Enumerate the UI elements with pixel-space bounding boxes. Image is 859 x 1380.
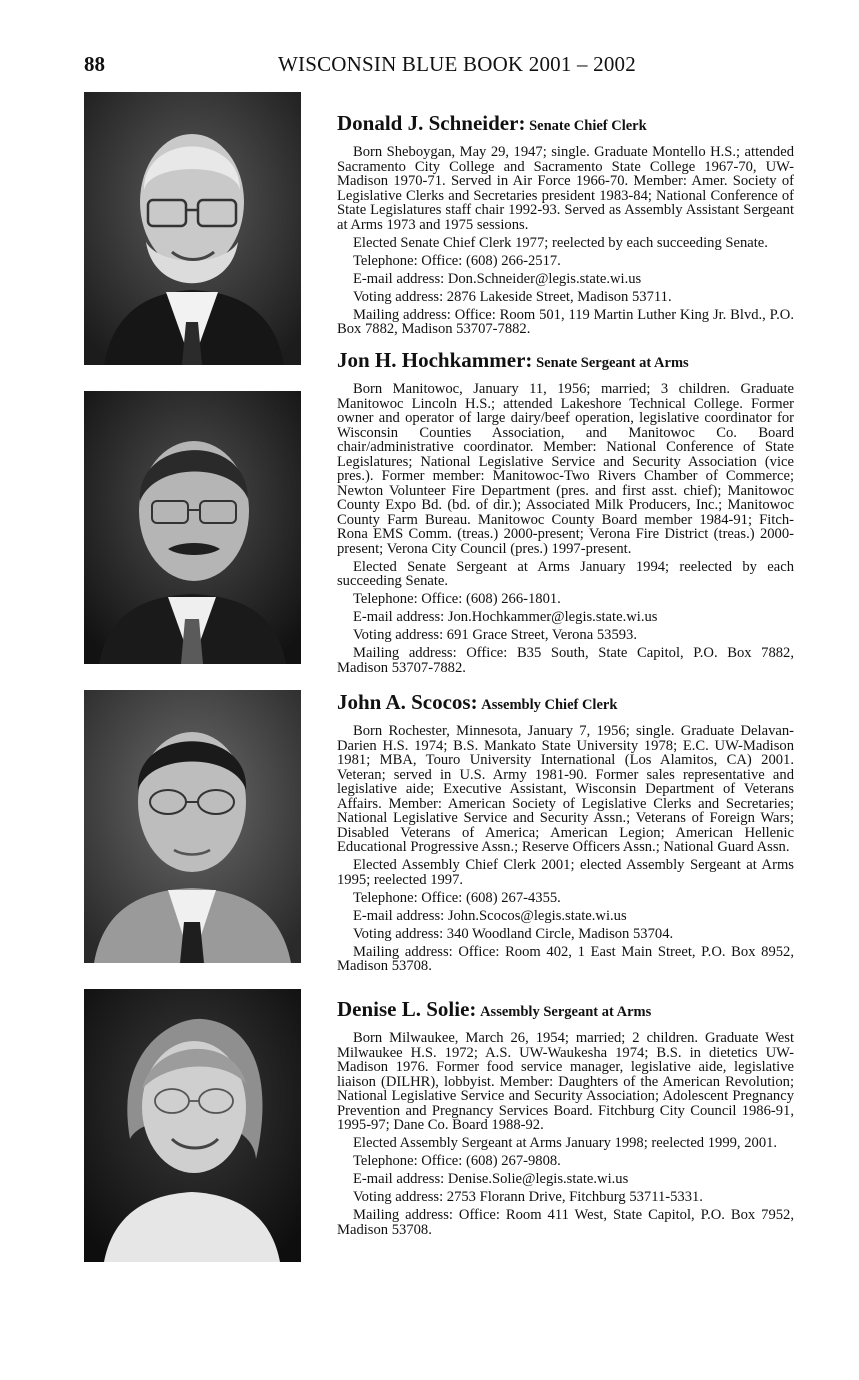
person-name: Denise L. Solie: bbox=[337, 997, 477, 1021]
voting-address-text: Voting address: 691 Grace Street, Verona 53593. bbox=[353, 627, 637, 643]
biography-text: Born Manitowoc, January 11, 1956; married; 3 children. Graduate Manitowoc Lincoln H.S.; attended Lakeshore Technical College. Former owner and operator of large dairy/beef operation, legislative coordinator for Wisconsin Counties Association, and Manitowoc Co. Board chair/administrative coordinator. Member: National Conference of State Legislatures; National Legislative Service and Security Association (vice pres.). Former member: Manitowoc-Two Rivers Chamber of Commerce; Newton Volunteer Fire Department (pres. and first asst. chief); Manitowoc County Expo Bd. (bd. of dir.); Associated Milk Producers, Inc.; Manitowoc County Farm Bureau. Manitowoc County Board member 1984-91; Fitch-Rona EMS Comm. (treas.) 2000-present; Verona Fire District (treas.) 2000-present; Verona City Council (pres.) 1997-present. bbox=[337, 381, 794, 557]
email-text: E-mail address: John.Scocos@legis.state.wi.us bbox=[353, 907, 627, 924]
portrait-photo-hochkammer bbox=[84, 391, 301, 664]
email-text: E-mail address: Denise.Solie@legis.state.wi.us bbox=[353, 1171, 629, 1187]
telephone-text: Telephone: Office: (608) 267-9808. bbox=[353, 1153, 561, 1169]
mailing-address-text: Mailing address: Office: Room 411 West, State Capitol, P.O. Box 7952, Madison 53708. bbox=[337, 1207, 794, 1238]
biography-text: Born Milwaukee, March 26, 1954; married; 2 children. Graduate West Milwaukee H.S. 1972; A.S. UW-Waukesha 1974; B.S. in dietetics UW-Madison 1976. Former food service manager, legislative aide, legislative liaison (DILHR), lobbyist. Member: Daughters of the American Revolution; National Legislative Service and Security Association; Adolescent Pregnancy Prevention and Pregnancy Services Board. Fitchburg City Council 1986-91, 1995-97; Dane Co. Board 1988-92. bbox=[337, 1030, 794, 1133]
biography-text: Born Sheboygan, May 29, 1947; single. Graduate Montello H.S.; attended Sacramento City College and Sacramento State College 1967-70, UW-Madison 1970-71. Served in Air Force 1966-70. Member: Amer. Society of Legislative Clerks and Secretaries president 1983-84; National Conference of State Legislatures staff chair 1992-93. Served as Assembly Assistant Sergeant at Arms 1973 and 1975 sessions. bbox=[337, 144, 794, 233]
person-name: Jon H. Hochkammer: bbox=[337, 348, 533, 372]
portrait-photo-schneider bbox=[84, 92, 301, 365]
entry-heading bbox=[337, 112, 794, 137]
election-text: Elected Senate Chief Clerk 1977; reelected by each succeeding Senate. bbox=[353, 234, 768, 251]
bio-entry-solie bbox=[337, 998, 794, 1241]
telephone-text: Telephone: Office: (608) 267-4355. bbox=[353, 889, 561, 906]
person-name: Donald J. Schneider: bbox=[337, 111, 526, 135]
email-text: E-mail address: Don.Schneider@legis.state.wi.us bbox=[353, 270, 642, 287]
entry-heading bbox=[337, 998, 794, 1023]
person-title: Assembly Sergeant at Arms bbox=[480, 1004, 652, 1020]
person-title: Senate Chief Clerk bbox=[529, 118, 647, 134]
bio-entry-scocos bbox=[337, 691, 794, 977]
bio-entry-schneider bbox=[337, 112, 794, 340]
telephone-text: Telephone: Office: (608) 266-2517. bbox=[353, 252, 561, 269]
election-text: Elected Senate Sergeant at Arms January 1994; reelected by each succeeding Senate. bbox=[337, 558, 794, 589]
voting-address-text: Voting address: 2876 Lakeside Street, Madison 53711. bbox=[353, 288, 672, 305]
mailing-address-text: Mailing address: Office: Room 402, 1 East Main Street, P.O. Box 8952, Madison 53708. bbox=[337, 943, 794, 974]
portrait-photo-scocos bbox=[84, 690, 301, 963]
voting-address-text: Voting address: 2753 Florann Drive, Fitchburg 53711-5331. bbox=[353, 1189, 703, 1205]
person-title: Senate Sergeant at Arms bbox=[536, 355, 689, 371]
mailing-address-text: Mailing address: Office: Room 501, 119 Martin Luther King Jr. Blvd., P.O. Box 7882, Madison 53707-7882. bbox=[337, 306, 794, 337]
person-title: Assembly Chief Clerk bbox=[481, 697, 618, 713]
page-number: 88 bbox=[84, 52, 105, 76]
person-name: John A. Scocos: bbox=[337, 690, 478, 714]
biography-text: Born Rochester, Minnesota, January 7, 1956; single. Graduate Delavan-Darien H.S. 1974; B.S. Mankato State University 1978; E.C. UW-Madison 1981; MBA, Touro University International (Los Alamitos, CA) 2001. Veteran; served in U.S. Army 1981-90. Former sales representative and legislative aide; Executive Assistant, Wisconsin Department of Veterans Affairs. Member: American Society of Legislative Clerks and Secretaries; National Legislative Service and Security Assn.; Veterans of Foreign Wars; Disabled Veterans of America; American Legion; American Hellenic Educational Progressive Assn.; Reserve Officers Assn.; National Guard Assn. bbox=[337, 723, 794, 855]
entry-heading bbox=[337, 691, 794, 716]
voting-address-text: Voting address: 340 Woodland Circle, Madison 53704. bbox=[353, 925, 674, 942]
election-text: Elected Assembly Sergeant at Arms January 1998; reelected 1999, 2001. bbox=[353, 1135, 778, 1151]
email-text: E-mail address: Jon.Hochkammer@legis.state.wi.us bbox=[353, 609, 658, 625]
portrait-photo-solie bbox=[84, 989, 301, 1262]
telephone-text: Telephone: Office: (608) 266-1801. bbox=[353, 591, 561, 607]
bio-entry-hochkammer bbox=[337, 349, 794, 679]
running-head: WISCONSIN BLUE BOOK 2001 – 2002 bbox=[278, 52, 636, 76]
mailing-address-text: Mailing address: Office: B35 South, State Capitol, P.O. Box 7882, Madison 53707-7882. bbox=[337, 645, 794, 676]
entry-heading bbox=[337, 349, 794, 374]
election-text: Elected Assembly Chief Clerk 2001; elected Assembly Sergeant at Arms 1995; reelected 1997. bbox=[337, 857, 794, 888]
